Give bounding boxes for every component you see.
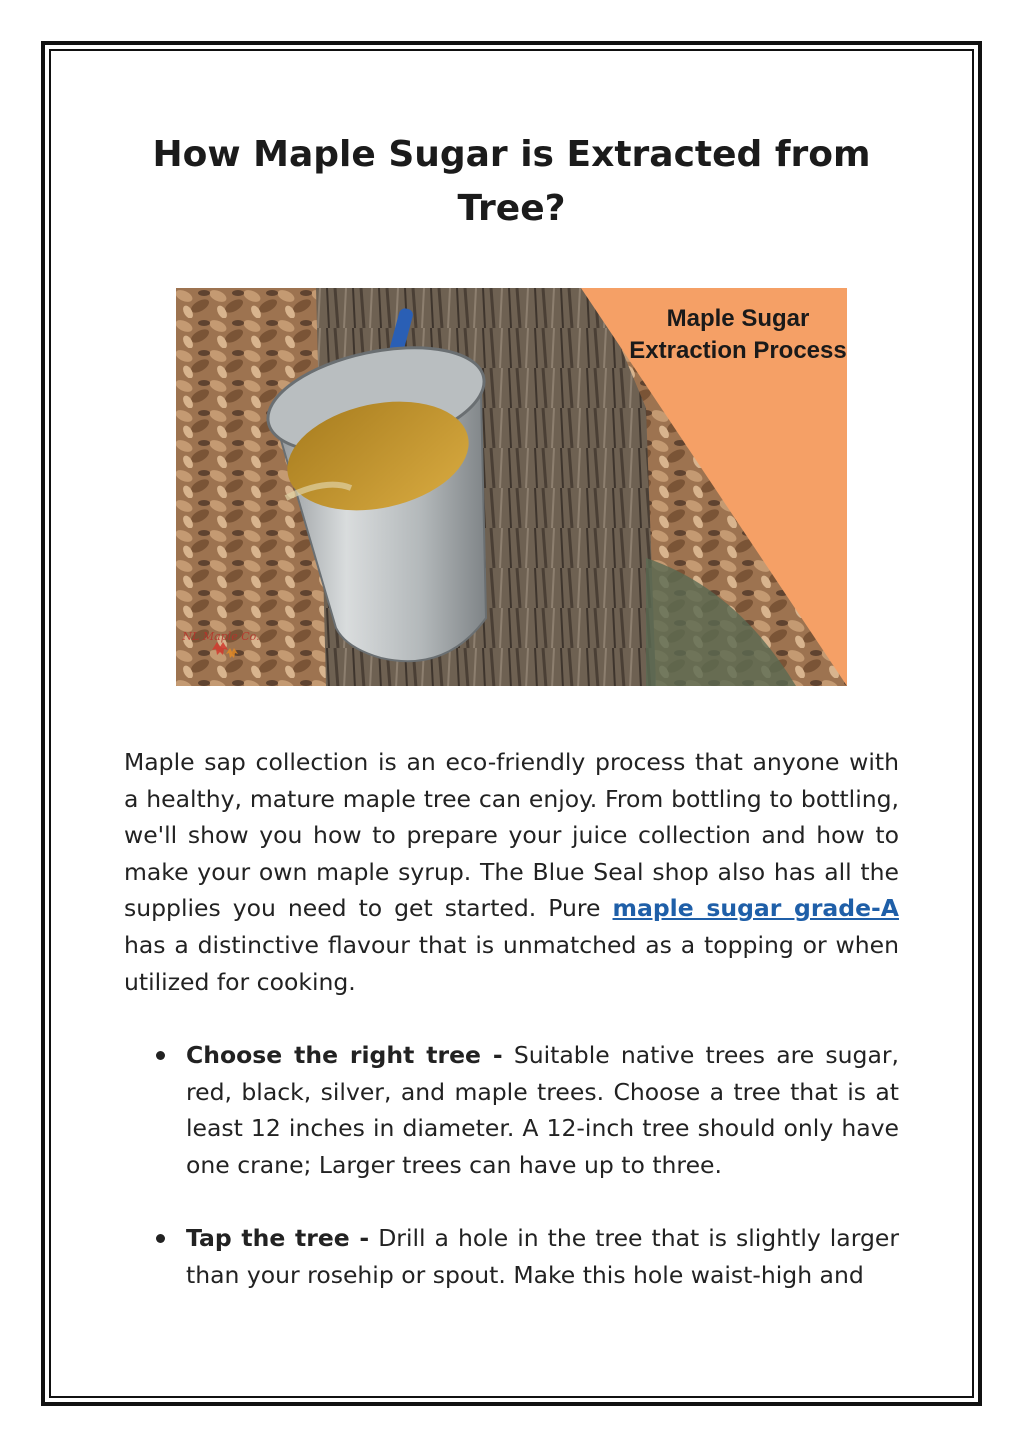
page-title: How Maple Sugar is Extracted from Tree? — [152, 134, 871, 229]
banner-line-2: Extraction Process — [629, 337, 847, 364]
intro-paragraph — [124, 744, 899, 1000]
list-item — [124, 1037, 899, 1183]
banner-line-1: Maple Sugar — [666, 305, 810, 332]
bullet-icon — [156, 1234, 165, 1243]
maple-sugar-grade-a-link[interactable]: maple sugar grade-A — [612, 894, 899, 923]
bullet-heading: Choose the right tree - — [186, 1041, 503, 1069]
list-item — [124, 1220, 899, 1293]
hero-image — [176, 288, 847, 686]
svg-text:NL Maple Co.: NL Maple Co. — [182, 630, 260, 643]
intro-text-after: has a distinctive flavour that is unmatched as a topping or when utilized for cooking. — [124, 930, 899, 996]
bullet-heading: Tap the tree - — [186, 1223, 370, 1252]
steps-list — [124, 1037, 899, 1330]
bullet-text: Suitable native trees are sugar, red, black, silver, and maple trees. Choose a tree that is at least 12 inches in diameter. A 12-inch tree should only have one crane; Larger trees can have up to three. — [186, 1041, 899, 1179]
bullet-icon — [156, 1051, 165, 1060]
bullet-text: Drill a hole in the tree that is slightly larger than your rosehip or spout. Make this hole waist-high and — [186, 1223, 899, 1289]
intro-text-before: Maple sap collection is an eco-friendly process that anyone with a healthy, mature maple tree can enjoy. From bottling to bottling, we'll show you how to prepare your juice collection and how to make your own maple syrup. The Blue Seal shop also has all the supplies you need to get started. Pure — [124, 748, 899, 923]
